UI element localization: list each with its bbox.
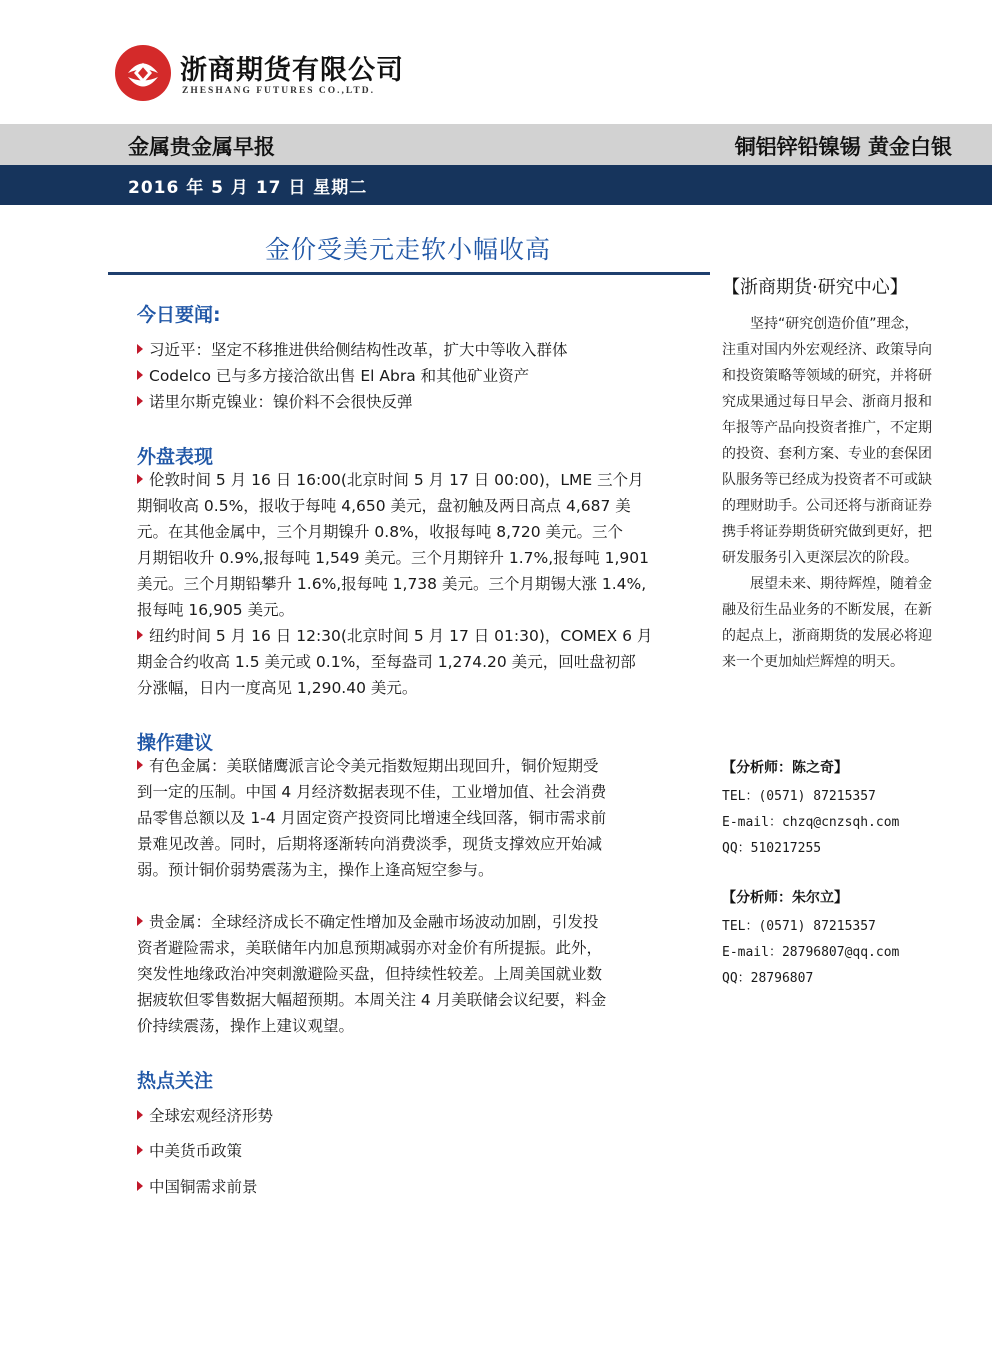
analyst-qq: QQ：510217255 xyxy=(722,841,822,856)
headline: 金价受美元走软小幅收高 xyxy=(264,235,551,264)
bullet-triangle-icon xyxy=(137,396,143,406)
market-paragraph-comex: 纽约时间 5 月 16 日 12:30(北京时间 5 月 17 日 01:30)，COMEX 6 月 期金合约收高 1.5 美元或 0.1%，至每盎司 1,274.20 美元，回吐盘初部 分涨幅，日内一度高见 1,290.40 美元。 xyxy=(137,627,653,697)
advice-paragraph-base-metals: 有色金属：美联储鹰派言论令美元指数短期出现回升，铜价短期受 到一定的压制。中国 4 月经济数据表现不佳，工业增加值、社会消费 品零售总额以及 1-4 月固定资产投资同比增速全线回落，铜市需求前 景难见改善。同时，后期将逐渐转向消费淡季，现货支撑效应开始减 弱。预计铜价弱势震荡为主，操作上逢高短空参与。 xyxy=(137,757,607,879)
report-date: 2016 年 5 月 17 日 星期二 xyxy=(128,178,368,198)
zheshang-logo-icon xyxy=(114,44,172,102)
company-name-cn: 浙商期货有限公司 xyxy=(180,55,404,86)
section-title-news: 今日要闻: xyxy=(137,304,221,326)
sidebar-paragraph-outlook: 展望未来、期待辉煌，随着金 融及衍生品业务的不断发展，在新 的起点上，浙商期货的发展必将迎 来一个更加灿烂辉煌的明天。 xyxy=(722,576,932,670)
report-type: 金属贵金属早报 xyxy=(128,135,275,159)
bullet-triangle-icon xyxy=(137,1145,143,1155)
section-title-hot: 热点关注 xyxy=(137,1070,214,1092)
analyst-tel: TEL：(0571) 87215357 xyxy=(722,789,876,804)
metals-list: 铜铝锌铅镍锡 黄金白银 xyxy=(734,135,952,159)
sidebar-title: 【浙商期货·研究中心】 xyxy=(722,277,908,298)
analyst-email[interactable]: E-mail：28796807@qq.com xyxy=(722,945,900,960)
date-band xyxy=(0,165,992,205)
section-title-advice: 操作建议 xyxy=(137,732,214,754)
analyst-email[interactable]: E-mail：chzq@cnzsqh.com xyxy=(722,815,900,830)
analyst-tel: TEL：(0571) 87215357 xyxy=(722,919,876,934)
bullet-triangle-icon xyxy=(137,1110,143,1120)
bullet-triangle-icon xyxy=(137,474,143,484)
bullet-triangle-icon xyxy=(137,344,143,354)
headline-divider xyxy=(108,272,710,275)
analyst-qq: QQ：28796807 xyxy=(722,971,814,986)
section-title-market: 外盘表现 xyxy=(137,446,214,468)
bullet-triangle-icon xyxy=(137,916,143,926)
hot-item: 全球宏观经济形势 xyxy=(137,1103,273,1129)
sidebar-paragraph-intro: 坚持“研究创造价值”理念， 注重对国内外宏观经济、政策导向 和投资策略等领域的研究，并将研 究成果通过每日早会、浙商月报和 年报等产品向投资者推广，不定期 的投资、套利方案、专业的套保团 队服务等已经成为投资者不可或缺 的理财助手。公司还将与浙商证券 携手将证券期货研究做到更好，把 研发服务引入更深层次的阶段。 xyxy=(722,316,932,566)
advice-paragraph-precious-metals: 贵金属：全球经济成长不确定性增加及金融市场波动加剧，引发投 资者避险需求，美联储年内加息预期减弱亦对金价有所提振。此外， 突发性地缘政治冲突刺激避险买盘，但持续性较差。上周美国就业数 据疲软但零售数据大幅超预期。本周关注 4 月美联储会议纪要，料金 价持续震荡，操作上建议观望。 xyxy=(137,913,607,1035)
company-name-en: ZHESHANG FUTURES CO.,LTD. xyxy=(182,86,375,96)
hot-item: 中美货币政策 xyxy=(137,1138,242,1164)
news-item: Codelco 已与多方接洽欲出售 El Abra 和其他矿业资产 xyxy=(137,363,529,389)
company-logo xyxy=(114,42,404,104)
bullet-triangle-icon xyxy=(137,630,143,640)
news-item: 习近平：坚定不移推进供给侧结构性改革，扩大中等收入群体 xyxy=(137,337,568,363)
news-item: 诺里尔斯克镍业：镍价料不会很快反弹 xyxy=(137,389,413,415)
market-paragraph-lme: 伦敦时间 5 月 16 日 16:00(北京时间 5 月 17 日 00:00)，LME 三个月 期铜收高 0.5%，报收于每吨 4,650 美元，盘初触及两日高点 4,687 美 元。在其他金属中，三个月期镍升 0.8%，收报每吨 8,720 美元。三个 月期铝收升 0.9%,报每吨 1,549 美元。三个月期锌升 1.7%,报每吨 1,901 美元。三个月期铅攀升 1.6%,报每吨 1,738 美元。三个月期锡大涨 1.4%, 报每吨 16,905 美元。 xyxy=(137,471,649,619)
analyst-name: 【分析师：陈之奇】 xyxy=(722,760,848,776)
bullet-triangle-icon xyxy=(137,370,143,380)
report-type-band xyxy=(0,124,992,165)
bullet-triangle-icon xyxy=(137,1181,143,1191)
analyst-name: 【分析师：朱尔立】 xyxy=(722,890,848,906)
hot-item: 中国铜需求前景 xyxy=(137,1174,258,1200)
bullet-triangle-icon xyxy=(137,760,143,770)
